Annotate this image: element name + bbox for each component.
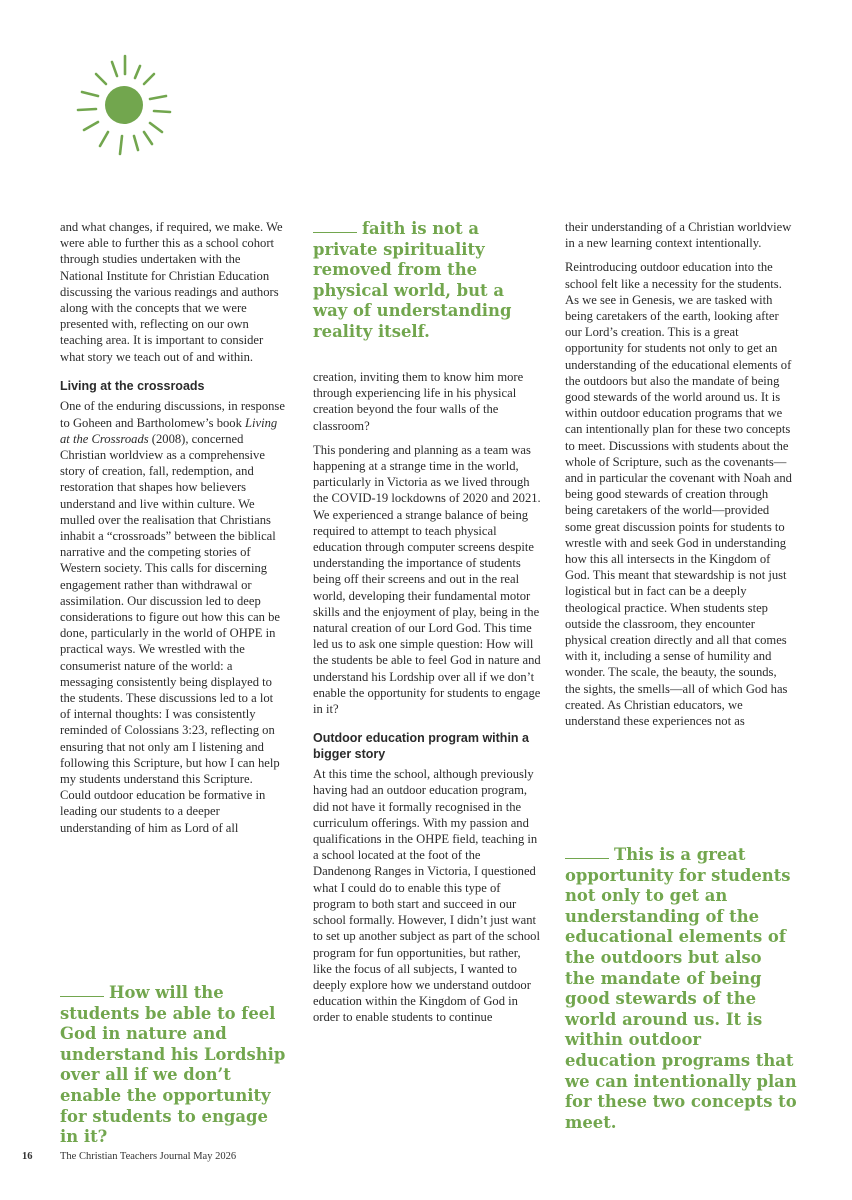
page-number: 16 xyxy=(22,1151,33,1162)
body-paragraph: At this time the school, although previously having had an outdoor education program, did not have it formally recognised in the curriculum offerings. With my passion and qualifications in the OHPE field, teaching in a school located at the foot of the Dandenong Ranges in Victoria, I questioned what I could do to enable this type of program to both start and succeed in our school formally. However, I didn’t just want to set up another subject as part of the school program for fun opportunities, but rather, like the focus of all subjects, I wanted to deeply explore how we understand outdoor education within the Kingdom of God in order to enable students to continue xyxy=(313,767,540,1025)
body-paragraph: Reintroducing outdoor education into the school felt like a necessity for the students. As we see in Genesis, we are tasked with being caretakers of the earth, looking after our Lord’s creation. This is a great opportunity for students not only to get an understanding of the educational elements of the outdoors but also the mandate of being good stewards of the world around us. It is within outdoor education programs that we can intentionally plan for these two concepts to meet. Discussions with students about the whole of Scripture, such as the covenants—and in particular the covenant with Noah and being good stewards of creation through being caretakers of the world—provided some great discussion points for students to wrestle with and seek God in understanding how this all intersects in the Kingdom of God. This meant that stewardship is not just logistical but in fact can be a deeply theological practice. When students step outside the classroom, they encounter physical creation directly and all that comes with it, including a sense of humility and wonder. The scale, the beauty, the sounds, the sights, the smells—all of which God has created. As Christian educators, we understand these experiences not as xyxy=(565,260,792,729)
sun-icon xyxy=(70,52,180,162)
section-heading: Living at the crossroads xyxy=(60,378,205,393)
body-paragraph: One of the enduring discussions, in response to Goheen and Bartholomew’s book Living at the Crossroads (2008), concerned Christian worldview as a comprehensive story of creation, fall, redemption, and restoration that shapes how believers understand and live within culture. We mulled over the realisation that Christians inhabit a “crossroads” between the biblical narrative and the competing stories of Western society. This calls for discerning engagement rather than withdrawal or assimilation. Our discussion led to deep considerations to figure out how this can be done, particularly in the world of OHPE in practical ways. We wrestled with the consumerist nature of the world: a messaging consistently being displayed to the students. These discussions led to a lot of internal thoughts: I was consistently reminded of Colossians 3:23, reflecting on ensuring that not only am I listening and following this Scripture, but how I can help my students understand this Scripture. Could outdoor education be formative in leading our students to a deeper understanding of him as Lord of all xyxy=(60,399,285,835)
pull-quote-students xyxy=(60,983,290,1148)
pull-quote-rule xyxy=(60,996,104,997)
pull-quote-opportunity xyxy=(565,845,797,1133)
pull-quote-text: How will the students be able to feel God in nature and understand his Lordship over all if we don’t enable the opportunity for students to engage in it? xyxy=(60,983,286,1147)
pull-quote-text: faith is not a private spirituality removed from the physical world, but a way of understanding reality itself. xyxy=(313,219,512,341)
pull-quote-faith xyxy=(313,219,543,343)
pull-quote-rule xyxy=(313,232,357,233)
article-column-2 xyxy=(313,369,541,1034)
article-column-3 xyxy=(565,219,793,737)
pull-quote-rule xyxy=(565,858,609,859)
body-paragraph: their understanding of a Christian worldview in a new learning context intentionally. xyxy=(565,220,792,251)
pull-quote-text: This is a great opportunity for students not only to get an understanding of the educational elements of the outdoors but also the mandate of being good stewards of the world around us. It is within outdoor education programs that we can intentionally plan for these two concepts to meet. xyxy=(565,845,797,1132)
body-paragraph: creation, inviting them to know him more through experiencing life in his physical creation beyond the four walls of the classroom? xyxy=(313,370,524,433)
body-paragraph: and what changes, if required, we make. We were able to further this as a school cohort through studies undertaken with the National Institute for Christian Education discussing the various readings and authors along with the concepts that we were presented with, reflecting on our own teaching area. It is important to consider what story we teach out of and within. xyxy=(60,220,283,364)
article-column-1 xyxy=(60,219,285,844)
body-paragraph: This pondering and planning as a team was happening at a strange time in the world, particularly in Victoria as we lived through the COVID-19 lockdowns of 2020 and 2021. We experienced a strange balance of being required to attempt to teach physical education through computer screens despite understanding the importance of students being off their screens and out in the real world, developing their fundamental motor skills and the enjoyment of play, being in the natural creation of our Lord God. This time led us to ask one simple question: How will the students be able to feel God in nature and understand his Lordship over all if we don’t enable the opportunity for students to engage in it? xyxy=(313,442,541,717)
journal-name: The Christian Teachers Journal May 2026 xyxy=(60,1151,237,1162)
section-heading: Outdoor education program within a bigger story xyxy=(313,731,529,761)
book-title: Living at the Crossroads xyxy=(60,415,278,446)
page-footer xyxy=(22,1151,236,1162)
